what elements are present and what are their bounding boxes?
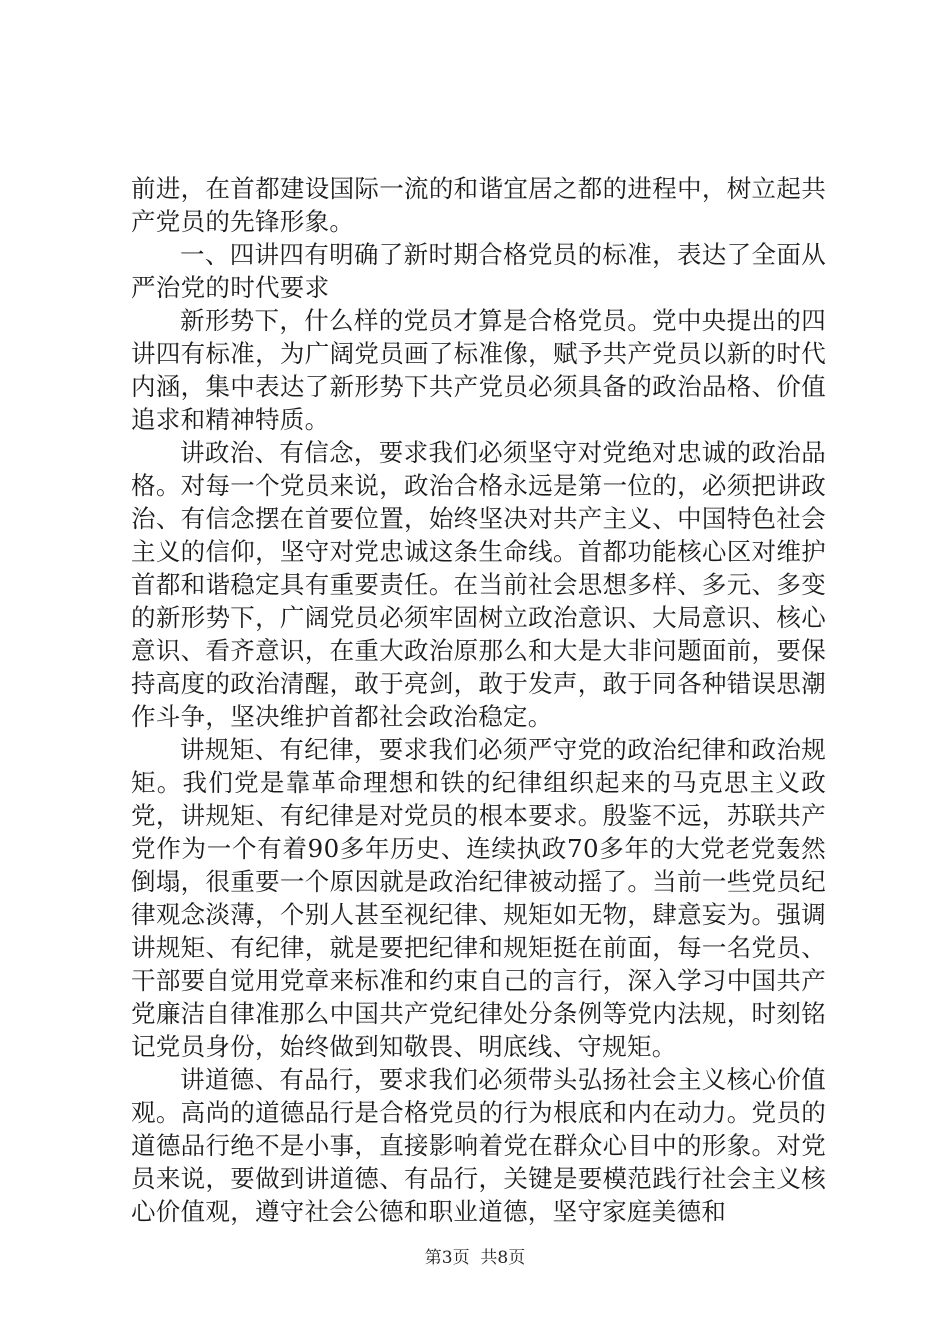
paragraph: 讲规矩、有纪律，要求我们必须严守党的政治纪律和政治规矩。我们党是靠革命理想和铁的纪律组织起来的马克思主义政党，讲规矩、有纪律是对党员的根本要求。殷鉴不远，苏联共产党作为一个有着90多年历史、连续执政70多年的大党老党轰然倒塌，很重要一个原因就是政治纪律被动摇了。当前一些党员纪律观念淡薄，个别人甚至视纪律、规矩如无物，肆意妄为。强调讲规矩、有纪律，就是要把纪律和规矩挺在前面，每一名党员、干部要自觉用党章来标准和约束自己的言行，深入学习中国共产党廉洁自律准那么中国共产党纪律处分条例等党内法规，时刻铭记党员身份，始终做到知敬畏、明底线、守规矩。 xyxy=(131,735,826,1061)
page-footer xyxy=(0,1247,950,1269)
paragraph: 讲道德、有品行，要求我们必须带头弘扬社会主义核心价值观。高尚的道德品行是合格党员的行为根底和内在动力。党员的道德品行绝不是小事，直接影响着党在群众心目中的形象。对党员来说，要做到讲道德、有品行，关键是要模范践行社会主义核心价值观，遵守社会公德和职业道德，坚守家庭美德和 xyxy=(131,1065,826,1226)
page-total: 共8页 xyxy=(480,1248,526,1268)
paragraph: 新形势下，什么样的党员才算是合格党员。党中央提出的四讲四有标准，为广阔党员画了标准像，赋予共产党员以新的时代内涵，集中表达了新形势下共产党员必须具备的政治品格、价值追求和精神特质。 xyxy=(131,306,826,434)
section-heading: 一、四讲四有明确了新时期合格党员的标准，表达了全面从严治党的时代要求 xyxy=(131,240,826,302)
paragraph: 讲政治、有信念，要求我们必须坚守对党绝对忠诚的政治品格。对每一个党员来说，政治合格永远是第一位的，必须把讲政治、有信念摆在首要位置，始终坚决对共产主义、中国特色社会主义的信仰，坚守对党忠诚这条生命线。首都功能核心区对维护首都和谐稳定具有重要责任。在当前社会思想多样、多元、多变的新形势下，广阔党员必须牢固树立政治意识、大局意识、核心意识、看齐意识，在重大政治原那么和大是大非问题面前，要保持高度的政治清醒，敢于亮剑，敢于发声，敢于同各种错误思潮作斗争，坚决维护首都社会政治稳定。 xyxy=(131,438,826,731)
paragraph-continuation: 前进，在首都建设国际一流的和谐宜居之都的进程中，树立起共产党员的先锋形象。 xyxy=(131,174,826,236)
document-body xyxy=(131,172,826,1228)
page-number: 第3页 xyxy=(424,1248,470,1268)
